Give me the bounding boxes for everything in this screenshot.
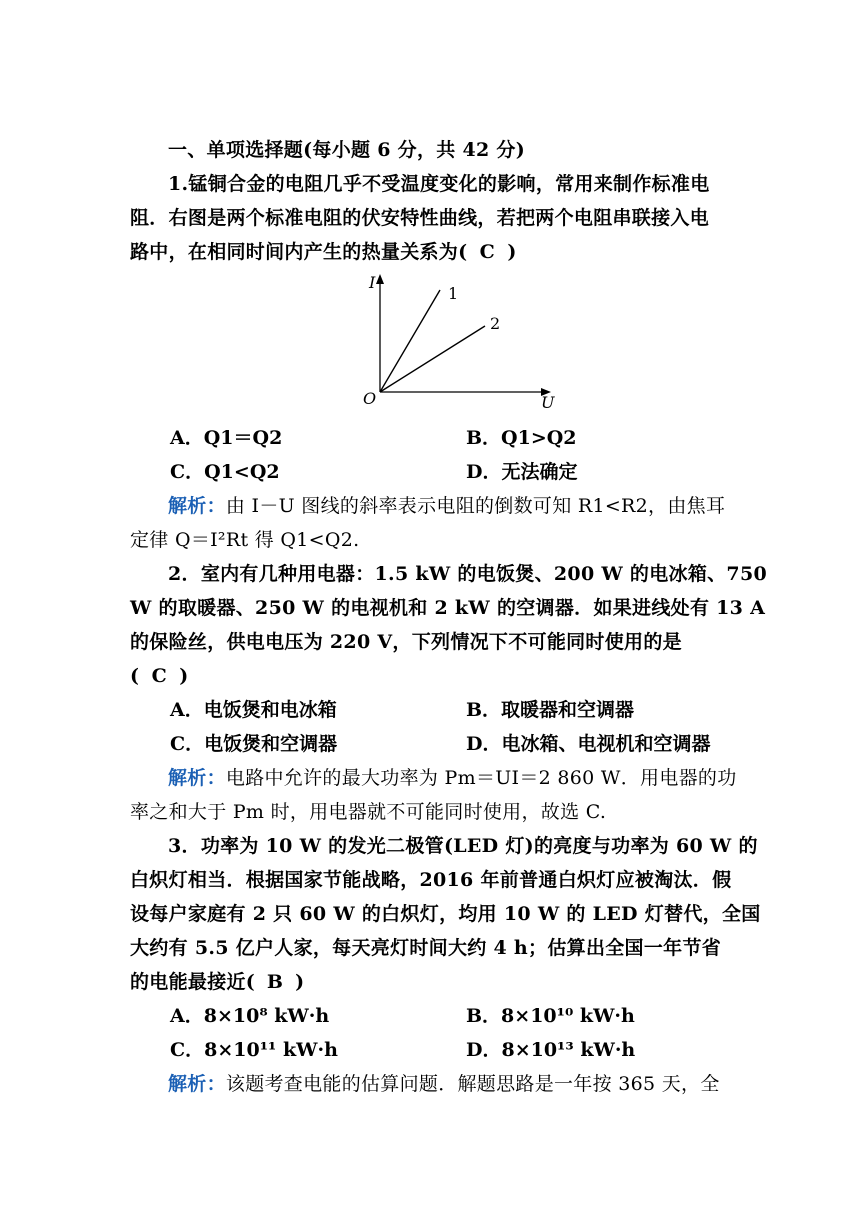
line-2-label: 2 [490, 314, 501, 333]
q1-option-c: C．Q1<Q2 [170, 461, 280, 483]
q3-analysis-text-1: 该题考查电能的估算问题．解题思路是一年按 365 天，全 [225, 1073, 720, 1095]
q2-option-d: D．电冰箱、电视机和空调器 [466, 733, 711, 755]
q3-line-1: 3．功率为 10 W 的发光二极管(LED 灯)的亮度与功率为 60 W 的 [168, 835, 758, 857]
q3-line-2: 白炽灯相当．根据国家节能战略，2016 年前普通白炽灯应被淘汰．假 [130, 869, 732, 891]
q2-option-b: B．取暖器和空调器 [466, 699, 635, 721]
q2-line-3: 的保险丝，供电电压为 220 V，下列情况下不可能同时使用的是 [130, 631, 682, 653]
graph-line-2 [380, 326, 485, 392]
line-1-label: 1 [448, 284, 459, 303]
q1-analysis-label: 解析： [168, 495, 226, 517]
q2-analysis-line-1 [168, 761, 768, 795]
q2-open-paren: ( [130, 665, 140, 687]
q2-option-c: C．电饭煲和空调器 [170, 733, 338, 755]
q1-option-d: D．无法确定 [466, 461, 578, 483]
q1-line-1: 1.锰铜合金的电阻几乎不受温度变化的影响，常用来制作标准电 [168, 173, 710, 195]
q3-option-b: B．8×10¹⁰ kW·h [466, 1005, 635, 1027]
q1-option-b: B．Q1>Q2 [466, 427, 577, 449]
graph-line-1 [380, 290, 440, 392]
y-axis-label: I [369, 273, 376, 292]
q3-analysis-label: 解析： [168, 1073, 226, 1095]
origin-label: O [363, 389, 377, 408]
q2-analysis-text-1: 电路中允许的最大功率为 Pm＝UI＝2 860 W．用电器的功 [225, 767, 737, 789]
q3-line-5 [130, 965, 730, 999]
x-axis-label: U [541, 393, 555, 412]
q2-answer: C [151, 665, 168, 687]
q3-option-d: D．8×10¹³ kW·h [466, 1039, 636, 1061]
q2-line-1: 2．室内有几种用电器：1.5 kW 的电饭煲、200 W 的电冰箱、750 [168, 563, 767, 585]
q3-line-5-text: 的电能最接近( [130, 971, 256, 993]
q2-option-a: A．电饭煲和电冰箱 [170, 699, 337, 721]
q1-line-2: 阻．右图是两个标准电阻的伏安特性曲线，若把两个电阻串联接入电 [130, 207, 710, 229]
q3-answer: B [266, 971, 284, 993]
q2-line-4 [130, 659, 730, 693]
q1-close-paren: ) [507, 241, 517, 263]
q2-analysis-line-2: 率之和大于 Pm 时，用电器就不可能同时使用，故选 C. [130, 801, 607, 823]
y-axis-arrow [376, 274, 384, 284]
q1-line-3-text: 路中，在相同时间内产生的热量关系为( [130, 241, 468, 263]
q1-option-a: A．Q1＝Q2 [170, 427, 283, 449]
q3-close-paren: ) [295, 971, 305, 993]
q1-analysis-line-2: 定律 Q＝I²Rt 得 Q1<Q2. [130, 529, 360, 551]
q3-line-4: 大约有 5.5 亿户人家，每天亮灯时间大约 4 h；估算出全国一年节省 [130, 937, 722, 959]
q1-answer: C [479, 241, 496, 263]
q2-line-2: W 的取暖器、250 W 的电视机和 2 kW 的空调器．如果进线处有 13 A [130, 597, 766, 619]
section-title: 一、单项选择题(每小题 6 分，共 42 分) [168, 139, 525, 161]
q3-analysis-line-1 [168, 1067, 768, 1101]
q3-option-a: A．8×10⁸ kW·h [170, 1005, 330, 1027]
iu-graph [355, 270, 565, 415]
q1-analysis-line-1 [168, 489, 768, 523]
q2-analysis-label: 解析： [168, 767, 226, 789]
q3-option-c: C．8×10¹¹ kW·h [170, 1039, 338, 1061]
q2-close-paren: ) [179, 665, 189, 687]
q3-line-3: 设每户家庭有 2 只 60 W 的白炽灯，均用 10 W 的 LED 灯替代，全国 [130, 903, 761, 925]
q1-analysis-text-1: 由 I－U 图线的斜率表示电阻的倒数可知 R1<R2，由焦耳 [225, 495, 726, 517]
q1-line-3 [130, 235, 730, 269]
